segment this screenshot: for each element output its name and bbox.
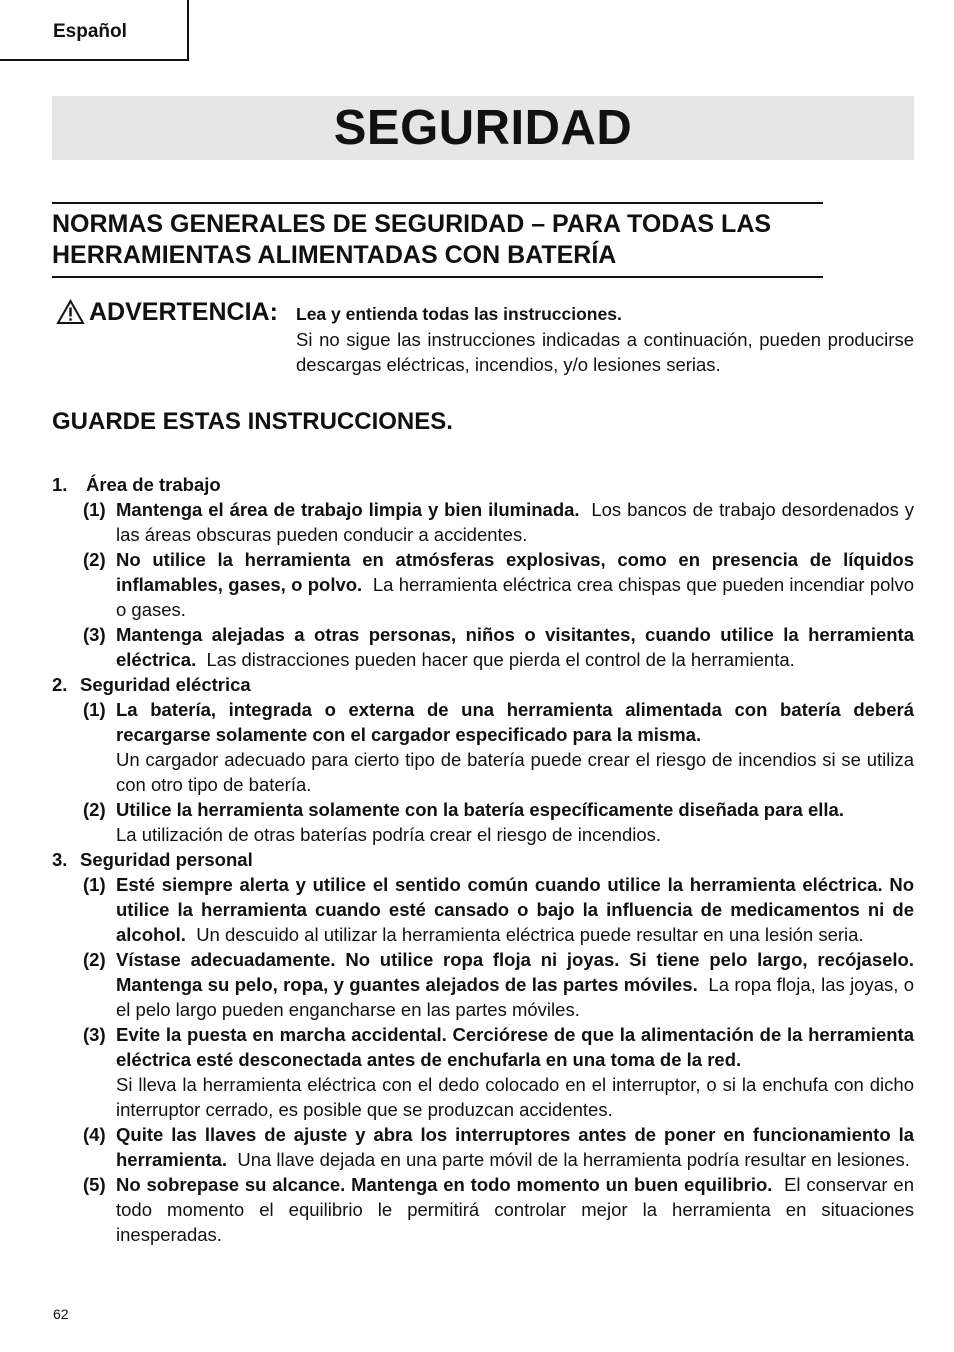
item-number: (2) <box>83 949 106 970</box>
list-item <box>52 1022 914 1122</box>
list-item <box>52 622 914 672</box>
item-number: (2) <box>83 799 106 820</box>
warning-triangle-icon <box>56 299 85 325</box>
heading-rule-top <box>52 202 823 204</box>
item-number: (5) <box>83 1174 106 1195</box>
item-bold-text: Utilice la herramienta solamente con la batería específicamente diseñada para ella. <box>116 799 844 820</box>
item-text: Las distracciones pueden hacer que pierda el control de la herramienta. <box>206 649 795 670</box>
item-number: (4) <box>83 1124 106 1145</box>
item-text: Si lleva la herramienta eléctrica con el dedo colocado en el interruptor, o si la enchufa con dicho interruptor cerrado, es posible que se produzcan accidentes. <box>116 1074 914 1120</box>
warning-body: Si no sigue las instrucciones indicadas a continuación, pueden producirse descargas eléctricas, incendios, y/o lesiones serias. <box>296 329 914 375</box>
heading-rule-bottom <box>52 276 823 278</box>
item-number: (2) <box>83 549 106 570</box>
item-text: La ropa floja, las joyas, o el pelo largo pueden engancharse en las partes móviles. <box>116 974 915 1020</box>
item-number: (3) <box>83 624 106 645</box>
warning-lead: Lea y entienda todas las instrucciones. <box>296 304 622 324</box>
language-tab <box>0 0 189 61</box>
item-bold-text: La batería, integrada o externa de una herramienta alimentada con batería deberá recargarse solamente con el cargador especificado para la misma. <box>116 699 914 745</box>
item-text: Los bancos de trabajo desordenados y las áreas obscuras pueden conducir a accidentes. <box>116 499 914 545</box>
page-number: 62 <box>53 1306 69 1322</box>
category-title: Seguridad personal <box>80 849 253 870</box>
item-text: Un descuido al utilizar la herramienta eléctrica puede resultar en una lesión seria. <box>196 924 864 945</box>
list-item <box>52 1172 914 1247</box>
item-text: Un cargador adecuado para cierto tipo de batería puede crear el riesgo de incendios si se utiliza con otro tipo de batería. <box>116 749 914 795</box>
warning-text <box>296 302 914 377</box>
warning-label-text: ADVERTENCIA: <box>89 298 278 326</box>
list-item <box>52 547 914 622</box>
item-number: (1) <box>83 874 106 895</box>
item-text: El conservar en todo momento el equilibrio le permitirá controlar mejor la herramienta en situaciones inesperadas. <box>116 1174 914 1245</box>
item-text: Una llave dejada en una parte móvil de la herramienta podría resultar en lesiones. <box>237 1149 910 1170</box>
category-number: 3. <box>52 849 68 870</box>
list-item <box>52 697 914 797</box>
item-text: La utilización de otras baterías podría crear el riesgo de incendios. <box>116 824 662 845</box>
category-title: Área de trabajo <box>86 474 221 495</box>
list-item <box>52 872 914 947</box>
item-text: La herramienta eléctrica crea chispas que pueden incendiar polvo o gases. <box>116 574 915 620</box>
item-bold-text: Mantenga alejadas a otras personas, niños o visitantes, cuando utilice la herramienta eléctrica. <box>116 624 914 670</box>
item-bold-text: No utilice la herramienta en atmósferas explosivas, como en presencia de líquidos inflamables, gases, o polvo. <box>116 549 914 595</box>
category-number: 1. <box>52 474 68 495</box>
item-number: (1) <box>83 499 106 520</box>
list-item <box>52 947 914 1022</box>
list-item <box>52 797 914 847</box>
save-instructions-heading: GUARDE ESTAS INSTRUCCIONES. <box>52 408 453 435</box>
safety-list <box>52 472 914 1247</box>
section-heading: NORMAS GENERALES DE SEGURIDAD – PARA TODAS LAS HERRAMIENTAS ALIMENTADAS CON BATERÍA <box>52 210 772 269</box>
item-bold-text: Quite las llaves de ajuste y abra los interruptores antes de poner en funcionamiento la herramienta. <box>116 1124 914 1170</box>
item-bold-text: Evite la puesta en marcha accidental. Cerciórese de que la alimentación de la herramienta eléctrica esté desconectada antes de enchufarla en una toma de la red. <box>116 1024 914 1070</box>
item-bold-text: Vístase adecuadamente. No utilice ropa floja ni joyas. Si tiene pelo largo, recójaselo. Mantenga su pelo, ropa, y guantes alejados de las partes móviles. <box>116 949 914 995</box>
language-label: Español <box>53 21 127 42</box>
page-title: SEGURIDAD <box>333 101 633 155</box>
category-work-area <box>52 472 914 497</box>
list-item <box>52 1122 914 1172</box>
item-bold-text: No sobrepase su alcance. Mantenga en todo momento un buen equilibrio. <box>116 1174 773 1195</box>
list-item <box>52 497 914 547</box>
item-bold-text: Mantenga el área de trabajo limpia y bien iluminada. <box>116 499 580 520</box>
page-title-bar <box>52 96 914 160</box>
category-number: 2. <box>52 674 68 695</box>
item-number: (3) <box>83 1024 106 1045</box>
category-personal <box>52 847 914 872</box>
category-title: Seguridad eléctrica <box>80 674 251 695</box>
warning-label <box>56 297 278 327</box>
category-electrical <box>52 672 914 697</box>
item-number: (1) <box>83 699 106 720</box>
item-bold-text: Esté siempre alerta y utilice el sentido común cuando utilice la herramienta eléctrica. No utilice la herramienta cuando esté cansado o bajo la influencia de medicamentos ni de alcohol. <box>116 874 914 945</box>
